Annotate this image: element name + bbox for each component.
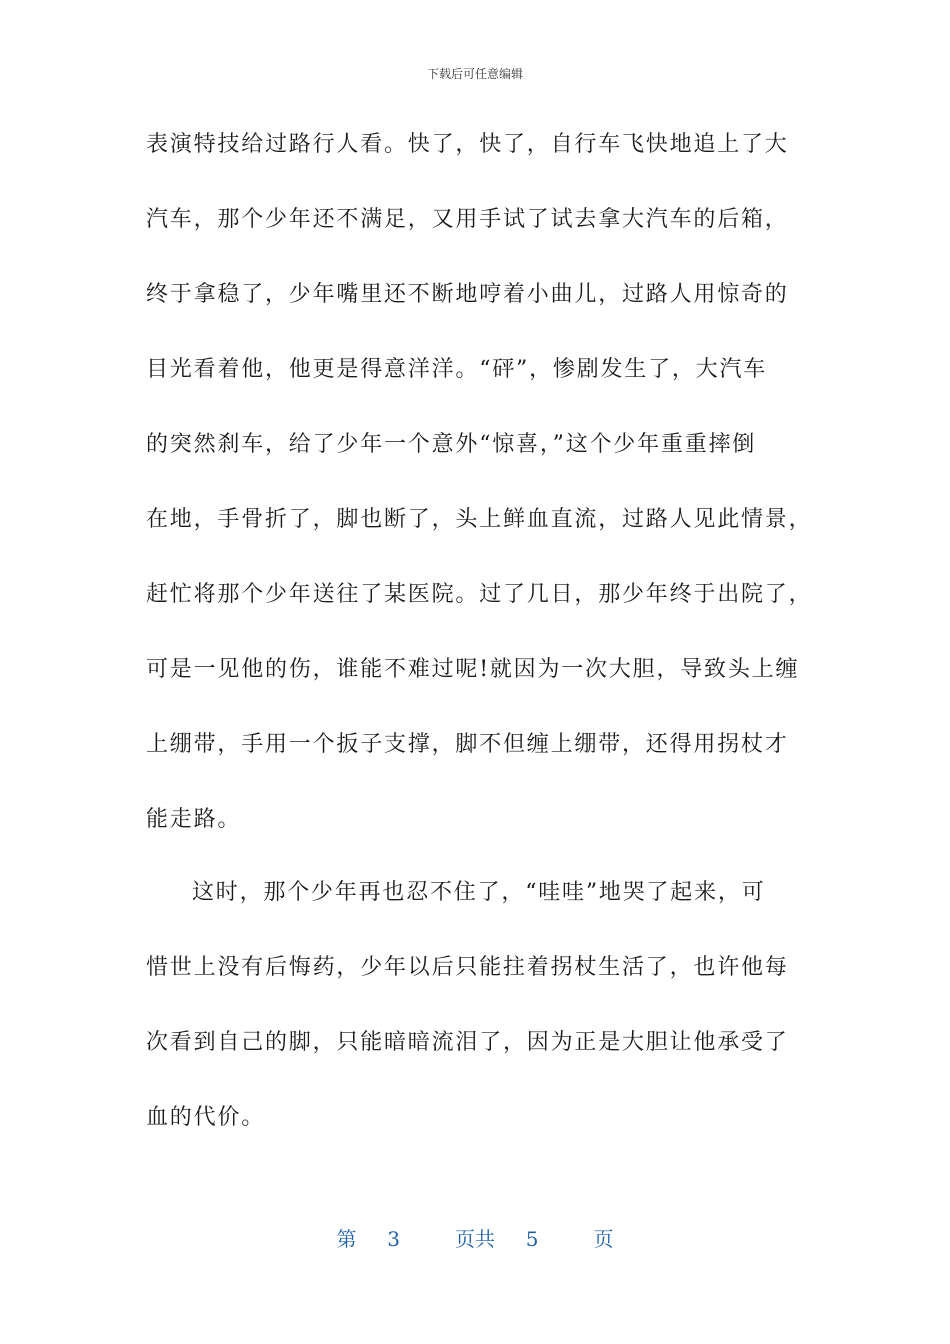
body-line: 次看到自己的脚，只能暗暗流泪了，因为正是大胆让他承受了 bbox=[146, 1030, 789, 1055]
body-line: 的突然刹车，给了少年一个意外“惊喜，”这个少年重重摔倒 bbox=[146, 432, 757, 457]
body-line: 终于拿稳了，少年嘴里还不断地哼着小曲儿，过路人用惊奇的 bbox=[146, 282, 789, 307]
footer-prefix: 第 bbox=[336, 1227, 357, 1251]
body-line: 赶忙将那个少年送往了某医院。过了几日，那少年终于出院了， bbox=[146, 582, 813, 607]
body-line: 在地，手骨折了，脚也断了，头上鲜血直流，过路人见此情景， bbox=[146, 507, 813, 532]
paragraph-start-line: 这时，那个少年再也忍不住了，“哇哇”地哭了起来，可 bbox=[192, 880, 766, 905]
body-line: 血的代价。 bbox=[146, 1105, 266, 1130]
current-page-number: 3 bbox=[387, 1227, 400, 1251]
body-line: 可是一见他的伤，谁能不难过呢!就因为一次大胆，导致头上缠 bbox=[146, 657, 800, 682]
footer-middle: 页共 bbox=[455, 1227, 495, 1251]
body-line: 汽车，那个少年还不满足，又用手试了试去拿大汽车的后箱， bbox=[146, 207, 789, 232]
body-line: 目光看着他，他更是得意洋洋。“砰”，惨剧发生了，大汽车 bbox=[146, 357, 768, 382]
body-line: 惜世上没有后悔药，少年以后只能拄着拐杖生活了，也许他每 bbox=[146, 955, 789, 980]
page-number-footer bbox=[0, 1226, 950, 1252]
body-line: 上绷带，手用一个扳子支撑，脚不但缠上绷带，还得用拐杖才 bbox=[146, 732, 789, 757]
footer-suffix: 页 bbox=[593, 1227, 614, 1251]
total-page-number: 5 bbox=[525, 1227, 539, 1251]
page-header-note: 下载后可任意编辑 bbox=[426, 67, 523, 81]
body-line: 能走路。 bbox=[146, 807, 242, 832]
body-line: 表演特技给过路行人看。快了，快了，自行车飞快地追上了大 bbox=[146, 132, 789, 157]
